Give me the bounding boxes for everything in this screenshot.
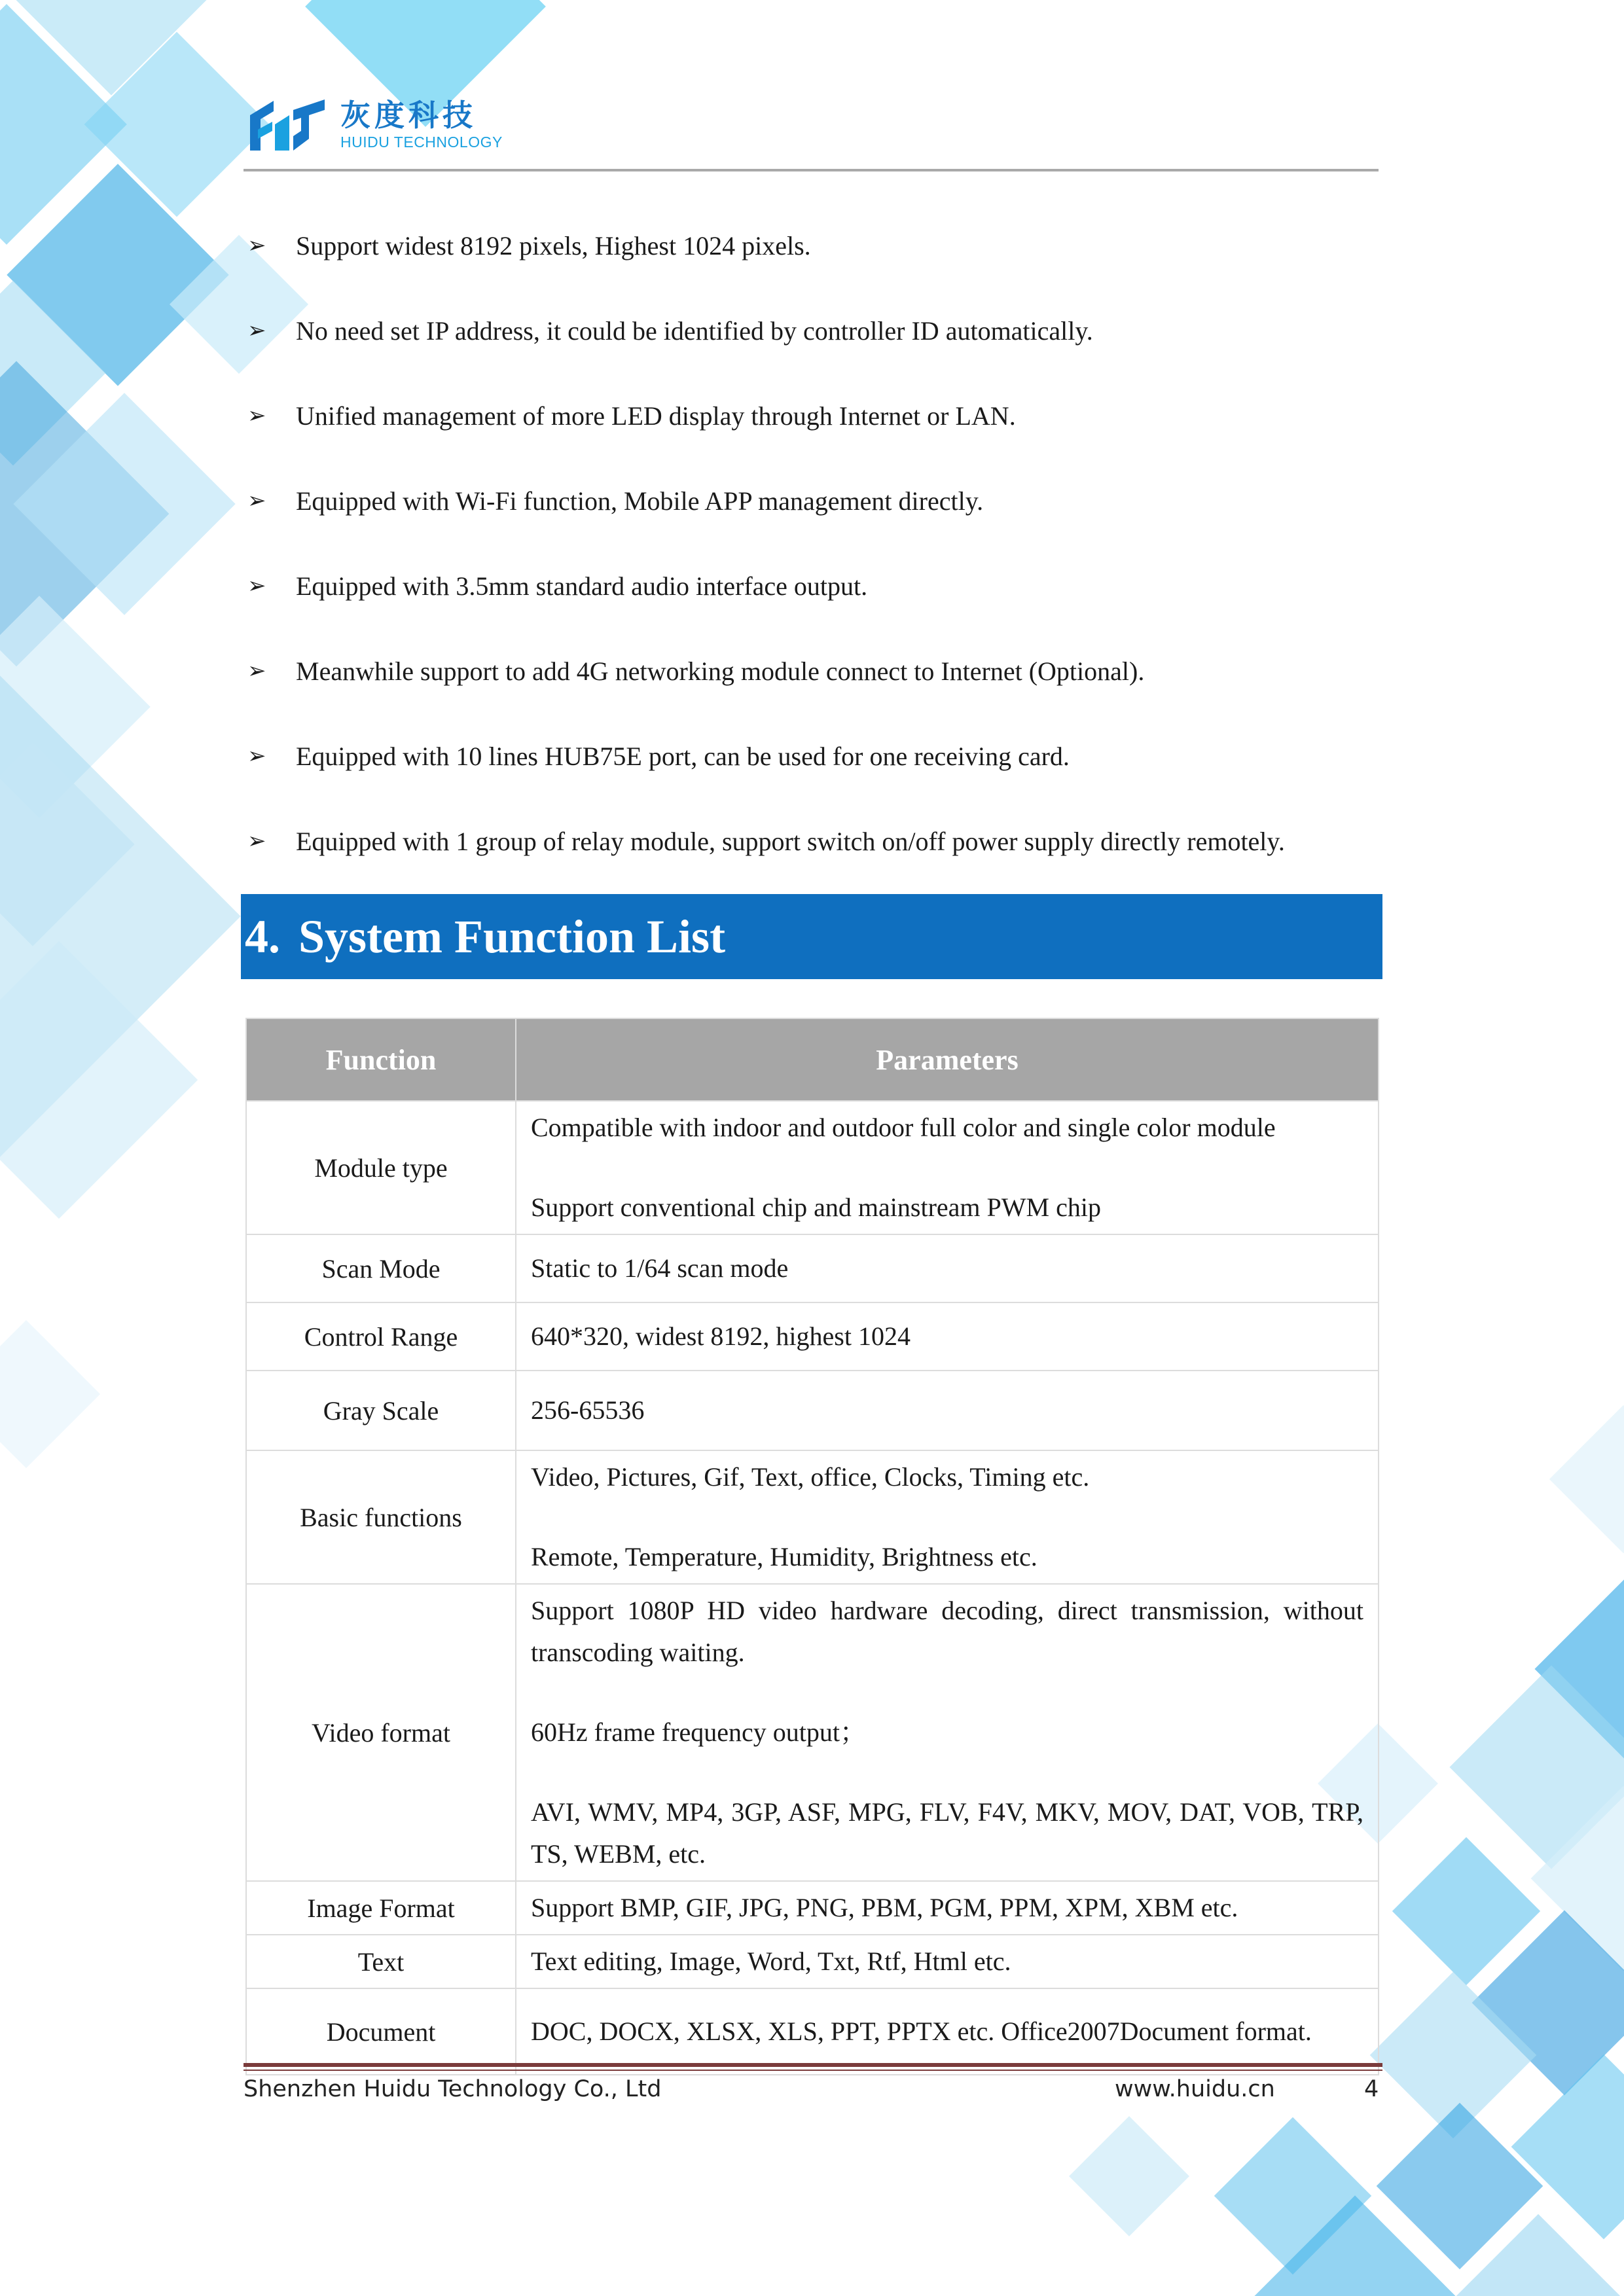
arrow-bullet-icon: ➢ [247,743,266,769]
function-cell: Text [246,1935,516,1988]
feature-item: ➢ Equipped with 1 group of relay module, support switch on/off power supply directly remotely. [244,798,1396,884]
arrow-bullet-icon: ➢ [247,317,266,344]
parameters-cell: Video, Pictures, Gif, Text, office, Clocks, Timing etc. Remote, Temperature, Humidity, Brightness etc. [516,1450,1379,1584]
parameters-cell: DOC, DOCX, XLSX, XLS, PPT, PPTX etc. Office2007Document format. [516,1988,1379,2075]
function-cell: Document [246,1988,516,2075]
column-header-function: Function [246,1018,516,1101]
table-row [246,1988,1379,2075]
function-cell: Gray Scale [246,1371,516,1450]
header-divider [244,169,1379,171]
feature-item: ➢ Meanwhile support to add 4G networking module connect to Internet (Optional). [244,628,1396,713]
function-cell: Module type [246,1101,516,1234]
arrow-bullet-icon: ➢ [247,828,266,854]
feature-item: ➢ Equipped with 3.5mm standard audio interface output. [244,543,1396,628]
parameters-cell: 640*320, widest 8192, highest 1024 [516,1302,1379,1371]
huidu-logo-icon [244,96,329,154]
function-table [245,1018,1379,2075]
column-header-parameters: Parameters [516,1018,1379,1101]
table-row [246,1881,1379,1935]
footer-website[interactable]: www.huidu.cn [1115,2076,1275,2102]
parameters-cell: 256-65536 [516,1371,1379,1450]
table-row [246,1450,1379,1584]
feature-item: ➢ Support widest 8192 pixels, Highest 1024 pixels. [244,203,1396,288]
table-row [246,1371,1379,1450]
function-cell: Image Format [246,1881,516,1935]
arrow-bullet-icon: ➢ [247,658,266,684]
section-title: System Function List [298,910,726,963]
arrow-bullet-icon: ➢ [247,488,266,514]
table-row [246,1101,1379,1234]
table-row [246,1935,1379,1988]
footer-company: Shenzhen Huidu Technology Co., Ltd [244,2076,662,2102]
table-row [246,1302,1379,1371]
function-cell: Control Range [246,1302,516,1371]
parameters-cell: Support BMP, GIF, JPG, PNG, PBM, PGM, PPM, XPM, XBM etc. [516,1881,1379,1935]
table-row [246,1234,1379,1302]
section-heading [241,894,1382,979]
logo-chinese-name: 灰度科技 [340,98,477,133]
arrow-bullet-icon: ➢ [247,232,266,259]
function-cell: Video format [246,1584,516,1881]
feature-item: ➢ Equipped with Wi-Fi function, Mobile APP management directly. [244,458,1396,543]
parameters-cell: Compatible with indoor and outdoor full color and single color module Support conventional chip and mainstream PWM chip [516,1101,1379,1234]
parameters-cell: Support 1080P HD video hardware decoding, direct transmission, without transcoding waiting. 60Hz frame frequency output； AVI, WMV, MP4, 3GP, ASF, MPG, FLV, F4V, MKV, MOV, DAT, VOB, TRP, TS, WEBM, etc. [516,1584,1379,1881]
feature-item: ➢ No need set IP address, it could be identified by controller ID automatically. [244,288,1396,373]
function-cell: Scan Mode [246,1234,516,1302]
parameters-cell: Static to 1/64 scan mode [516,1234,1379,1302]
arrow-bullet-icon: ➢ [247,573,266,599]
table-row [246,1584,1379,1881]
page-number: 4 [1364,2076,1379,2102]
footer-divider [244,2063,1382,2067]
footer-divider-thin [244,2070,1382,2071]
feature-item: ➢ Equipped with 10 lines HUB75E port, can be used for one receiving card. [244,713,1396,798]
logo-english-name: HUIDU TECHNOLOGY [340,134,503,151]
section-number: 4. [245,910,280,963]
feature-item: ➢ Unified management of more LED display through Internet or LAN. [244,373,1396,458]
table-header-row [246,1018,1379,1101]
parameters-cell: Text editing, Image, Word, Txt, Rtf, Html etc. [516,1935,1379,1988]
company-logo [244,96,503,154]
feature-list [244,203,1396,884]
function-cell: Basic functions [246,1450,516,1584]
arrow-bullet-icon: ➢ [247,403,266,429]
